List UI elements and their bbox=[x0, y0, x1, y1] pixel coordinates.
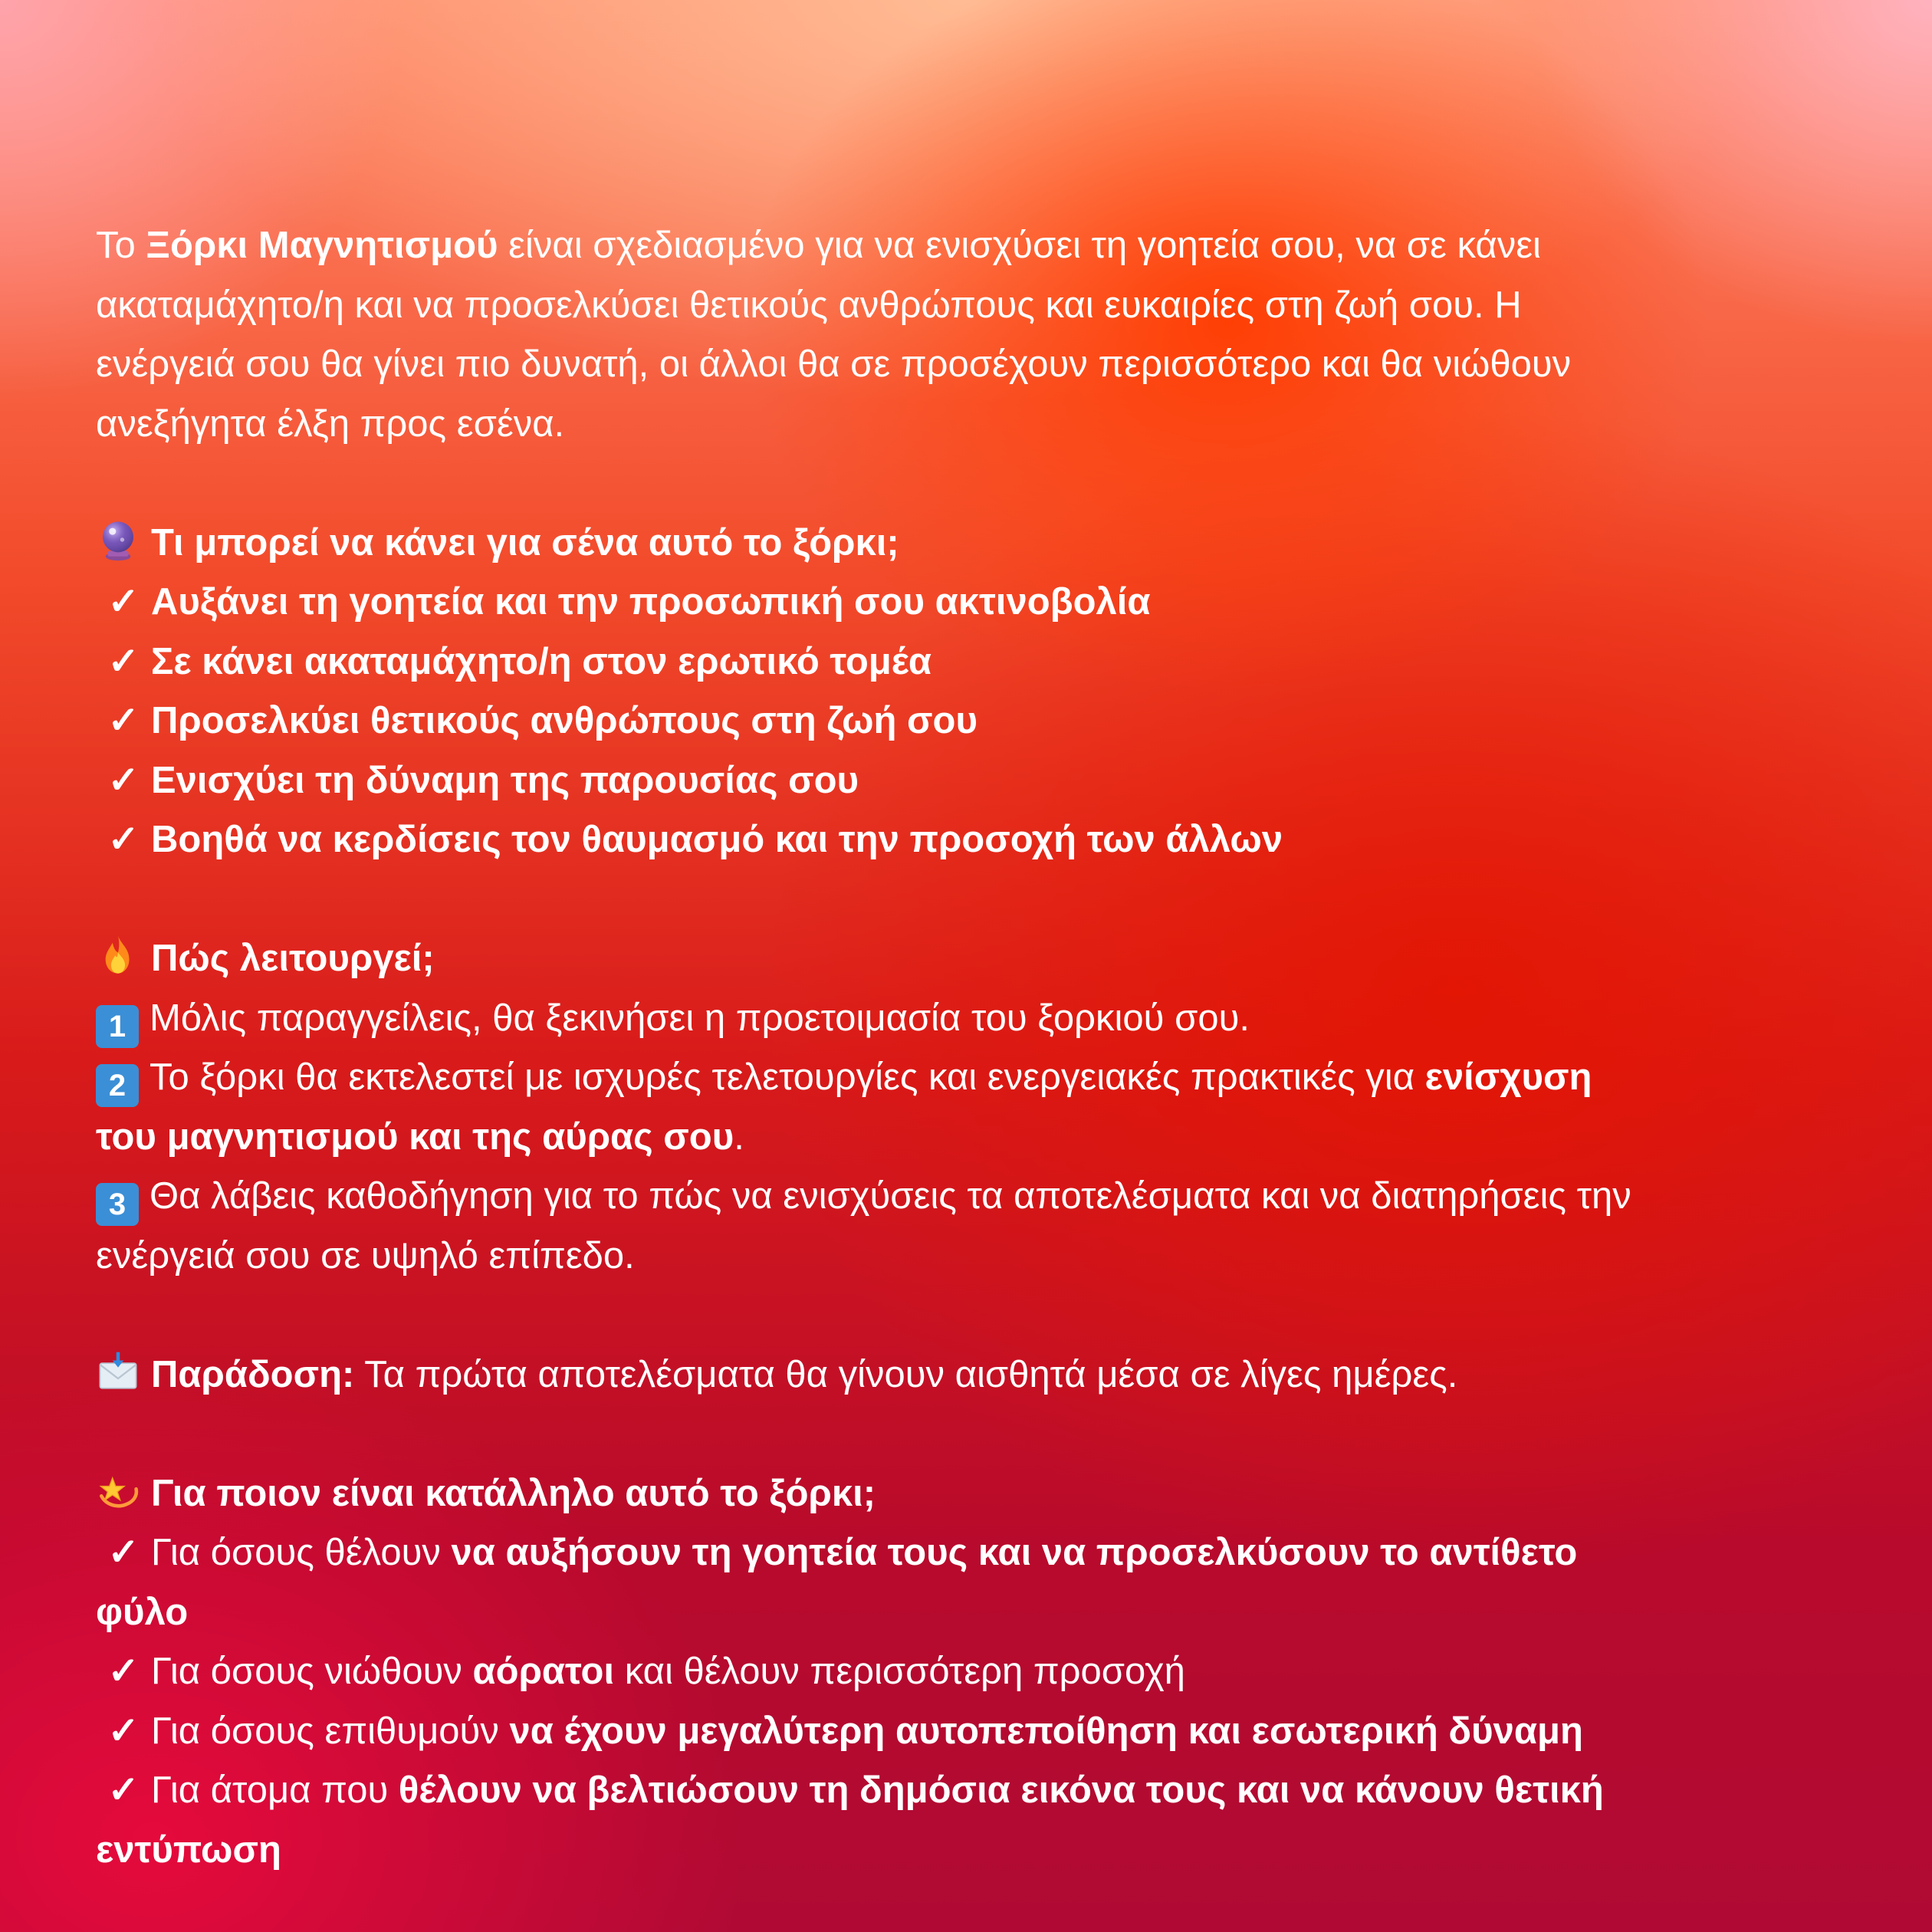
benefit-item: ✓ Αυξάνει τη γοητεία και την προσωπική σου ακτινοβολία bbox=[96, 573, 1852, 632]
keycap-two-icon: 2 bbox=[96, 1064, 139, 1107]
step-1: 1 Μόλις παραγγείλεις, θα ξεκινήσει η προετοιμασία του ξορκιού σου. bbox=[96, 989, 1852, 1049]
envelope-icon bbox=[96, 1349, 140, 1394]
check-icon: ✓ bbox=[107, 1769, 140, 1811]
audience-item-continued: εντύπωση bbox=[96, 1829, 281, 1871]
spacer bbox=[96, 870, 1852, 930]
step-3-continued: ενέργειά σου σε υψηλό επίπεδο. bbox=[96, 1234, 635, 1276]
audience-heading: Για ποιον είναι κατάλληλο αυτό το ξόρκι; bbox=[96, 1464, 1852, 1524]
benefit-item: ✓ Βοηθά να κερδίσεις τον θαυμασμό και την προσοχή των άλλων bbox=[96, 810, 1852, 870]
check-icon: ✓ bbox=[107, 819, 140, 860]
crystal-ball-icon bbox=[96, 518, 140, 562]
description-text bbox=[96, 216, 1852, 1880]
intro-line-1: Το Ξόρκι Μαγνητισμού είναι σχεδιασμένο για να ενισχύσει τη γοητεία σου, να σε κάνει bbox=[96, 225, 1541, 266]
benefit-item: ✓ Προσελκύει θετικούς ανθρώπους στη ζωή σου bbox=[96, 692, 1852, 751]
how-heading: Πώς λειτουργεί; bbox=[96, 929, 1852, 989]
step-2-continued: του μαγνητισμού και της αύρας σου. bbox=[96, 1116, 744, 1158]
check-icon: ✓ bbox=[107, 1710, 140, 1752]
check-icon: ✓ bbox=[107, 1532, 140, 1573]
keycap-one-icon: 1 bbox=[96, 1005, 139, 1048]
benefits-heading: Τι μπορεί να κάνει για σένα αυτό το ξόρκι; bbox=[96, 514, 1852, 573]
step-2: 2 Το ξόρκι θα εκτελεστεί με ισχυρές τελετουργίες και ενεργειακές πρακτικές για ενίσχυση bbox=[96, 1048, 1852, 1108]
fire-icon bbox=[96, 933, 140, 978]
keycap-three-icon: 3 bbox=[96, 1183, 139, 1226]
intro-line-3: ενέργειά σου θα γίνει πιο δυνατή, οι άλλοι θα σε προσέχουν περισσότερο και θα νιώθουν bbox=[96, 343, 1572, 385]
spacer bbox=[96, 1405, 1852, 1464]
benefit-item: ✓ Ενισχύει τη δύναμη της παρουσίας σου bbox=[96, 751, 1852, 811]
audience-item-continued: φύλο bbox=[96, 1591, 189, 1633]
check-icon: ✓ bbox=[107, 640, 140, 682]
audience-item: ✓ Για άτομα που θέλουν να βελτιώσουν τη δημόσια εικόνα τους και να κάνουν θετική bbox=[96, 1761, 1852, 1821]
spacer bbox=[96, 454, 1852, 514]
intro-line-2: ακαταμάχητο/η και να προσελκύσει θετικούς ανθρώπους και ευκαιρίες στη ζωή σου. Η bbox=[96, 284, 1522, 326]
check-icon: ✓ bbox=[107, 581, 140, 623]
step-3: 3 Θα λάβεις καθοδήγηση για το πώς να ενισχύσεις τα αποτελέσματα και να διατηρήσεις την bbox=[96, 1167, 1852, 1227]
spacer bbox=[96, 1286, 1852, 1346]
spell-name: Ξόρκι Μαγνητισμού bbox=[146, 225, 498, 266]
audience-item: ✓ Για όσους θέλουν να αυξήσουν τη γοητεία τους και να προσελκύσουν το αντίθετο bbox=[96, 1523, 1852, 1583]
check-icon: ✓ bbox=[107, 759, 140, 801]
intro-line-4: ανεξήγητα έλξη προς εσένα. bbox=[96, 402, 565, 445]
check-icon: ✓ bbox=[107, 1651, 140, 1692]
audience-item: ✓ Για όσους επιθυμούν να έχουν μεγαλύτερη αυτοπεποίθηση και εσωτερική δύναμη bbox=[96, 1702, 1852, 1762]
audience-item: ✓ Για όσους νιώθουν αόρατοι και θέλουν περισσότερη προσοχή bbox=[96, 1642, 1852, 1702]
delivery-line: Παράδοση: Τα πρώτα αποτελέσματα θα γίνουν αισθητά μέσα σε λίγες ημέρες. bbox=[96, 1346, 1852, 1405]
benefit-item: ✓ Σε κάνει ακαταμάχητο/η στον ερωτικό τομέα bbox=[96, 632, 1852, 692]
check-icon: ✓ bbox=[107, 700, 140, 741]
dizzy-star-icon bbox=[96, 1468, 140, 1513]
